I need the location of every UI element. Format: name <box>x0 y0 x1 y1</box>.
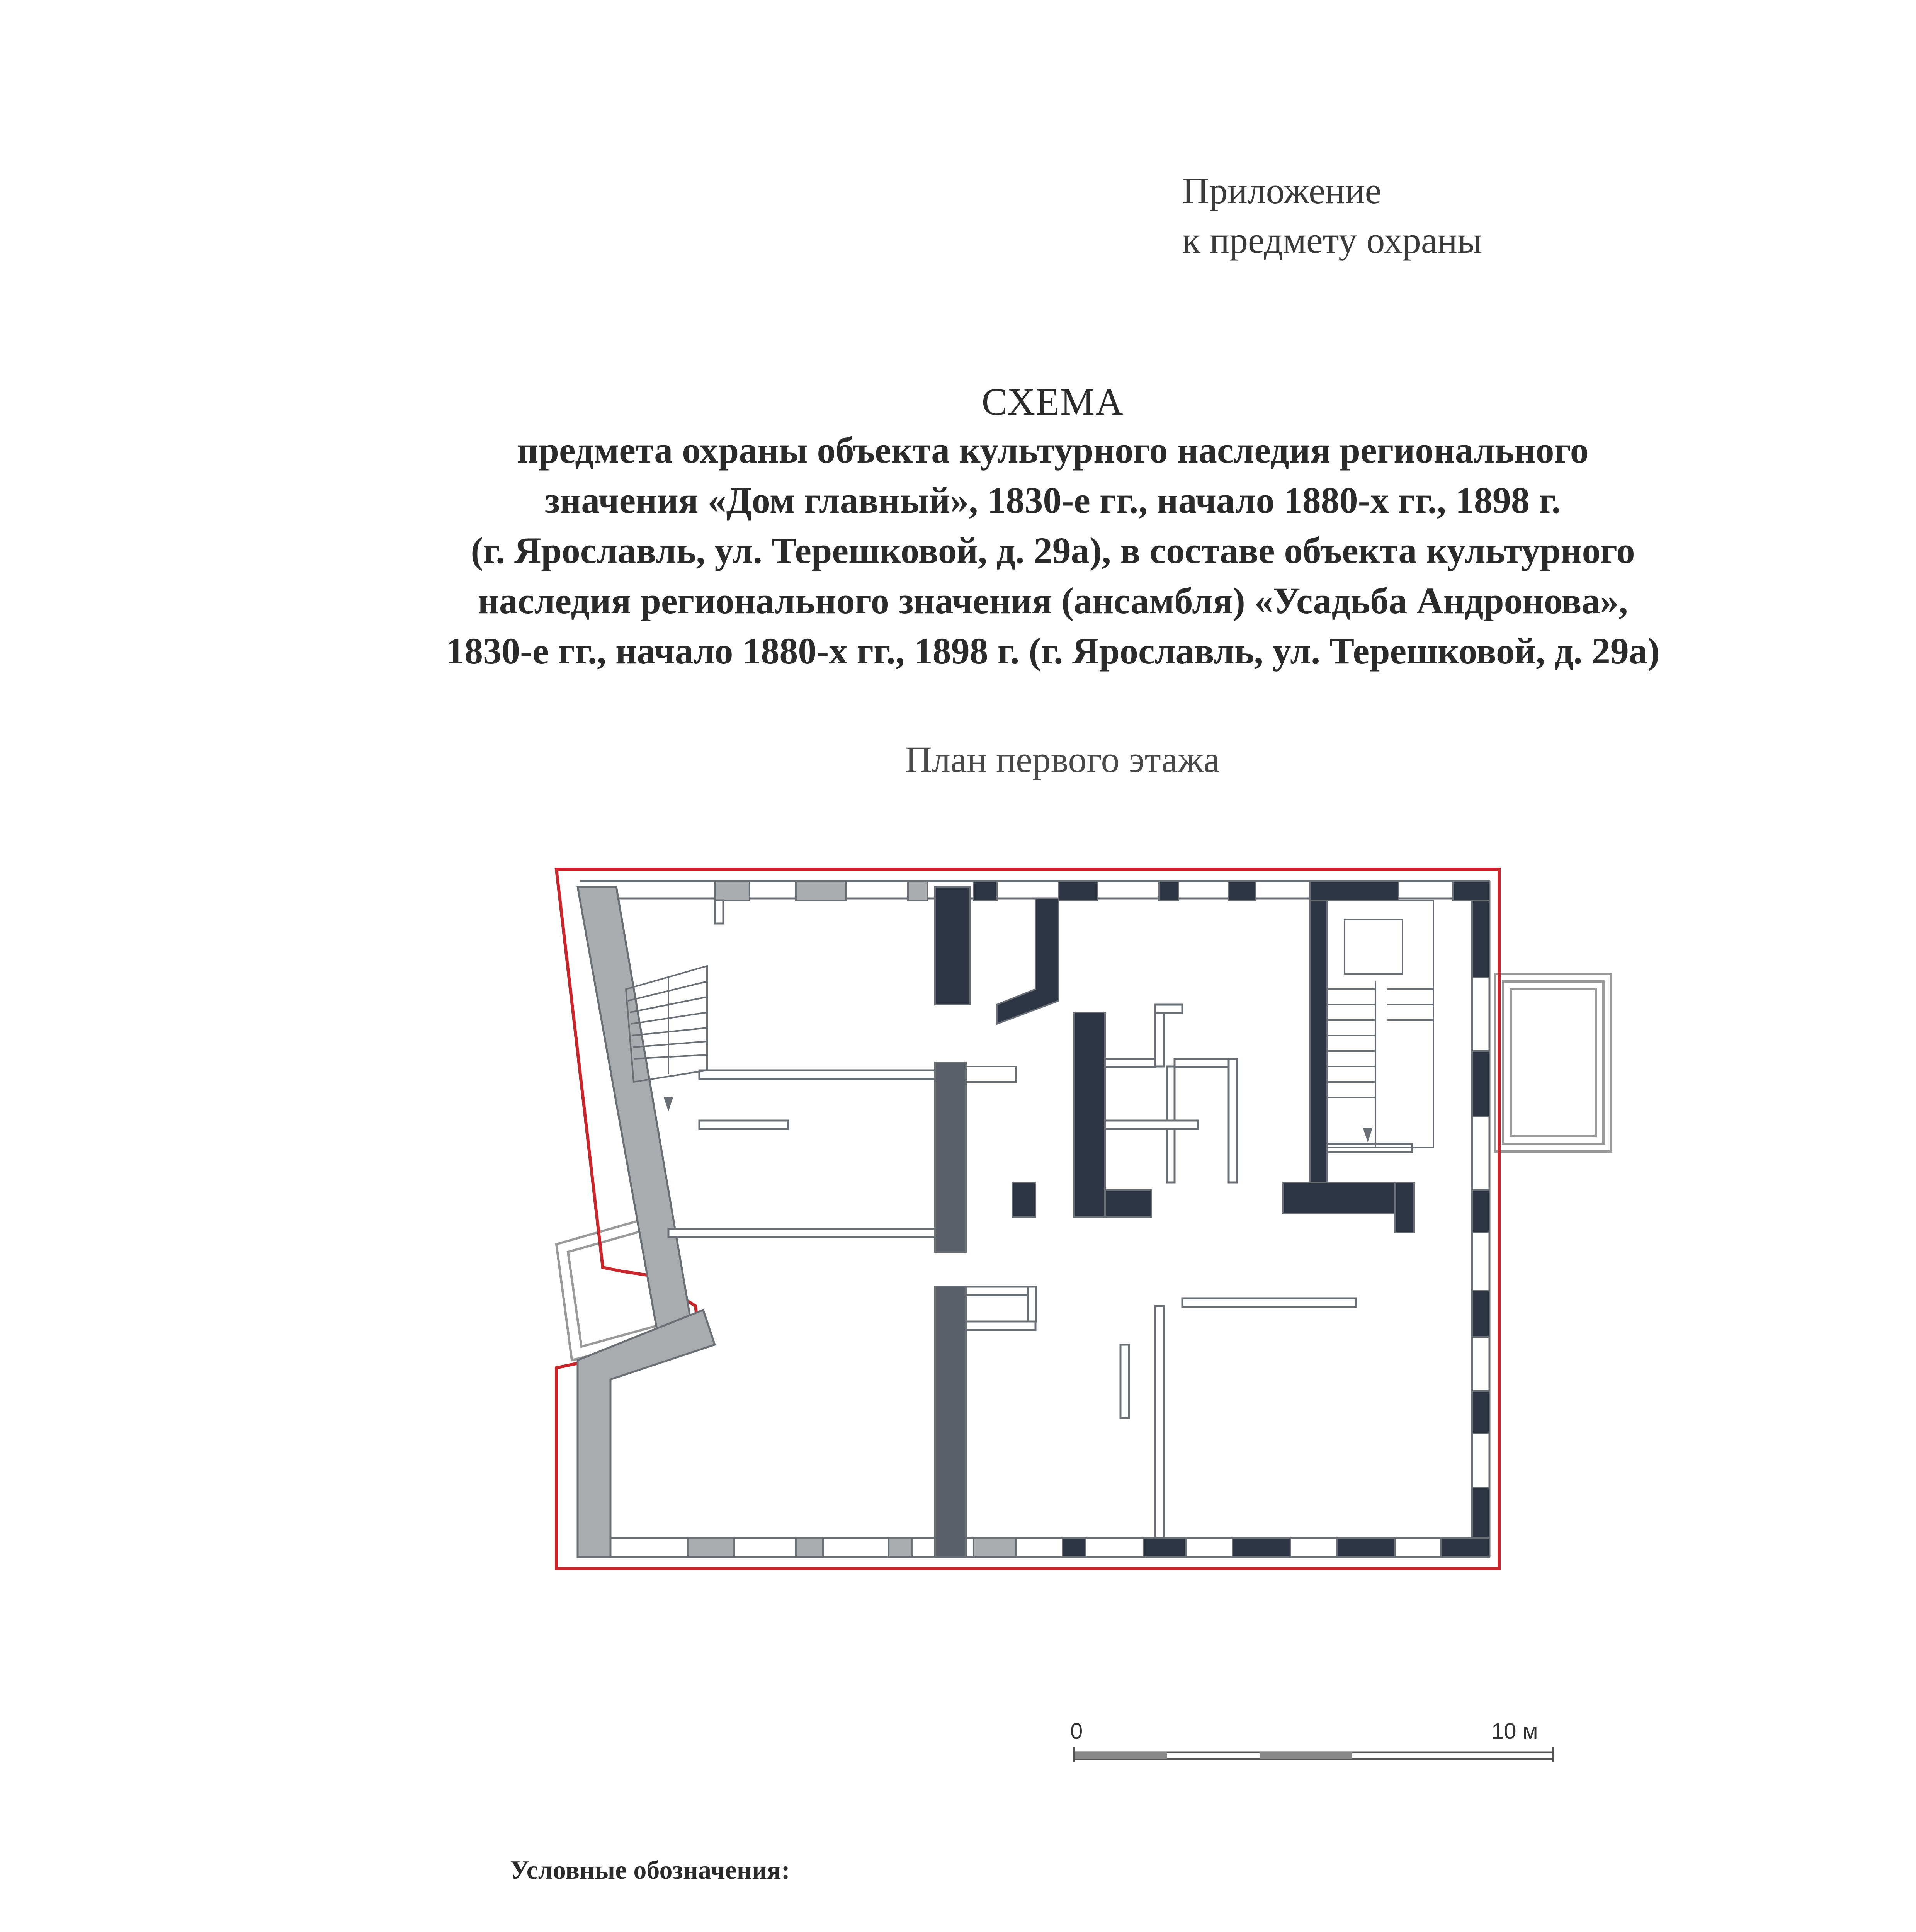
appendix-line-1: Приложение <box>1182 170 1382 211</box>
scale-start-label: 0 <box>1070 1719 1083 1744</box>
appendix-header <box>1182 166 1482 265</box>
title-line-2: значения «Дом главный», 1830-е гг., начало 1880-х гг., 1898 г. <box>545 480 1561 521</box>
title-line-5: 1830-е гг., начало 1880-х гг., 1898 г. (г. Ярославль, ул. Терешковой, д. 29а) <box>446 630 1660 672</box>
internal-walls <box>935 887 1414 1557</box>
porch-right <box>1495 974 1611 1151</box>
document-title <box>290 379 1816 676</box>
scale-end-label: 10 м <box>1491 1719 1538 1744</box>
floor-plan <box>541 842 1661 1584</box>
appendix-line-2: к предмету охраны <box>1182 219 1482 261</box>
outer-wall-lines <box>580 881 1489 1557</box>
scale-bar-graphic <box>1066 1716 1569 1770</box>
staircase-right <box>1327 900 1433 1148</box>
title-line-4: наследия регионального значения (ансамбля) «Усадьба Андронова», <box>478 580 1628 621</box>
plan-title: План первого этажа <box>905 739 1220 780</box>
right-wall-piers <box>1472 900 1489 1557</box>
title-line-1: предмета охраны объекта культурного наследия регионального <box>517 429 1589 471</box>
legend-title: Условные обозначения: <box>510 1855 790 1884</box>
title-main: СХЕМА <box>981 380 1124 423</box>
lower-left-wall-grey <box>578 1310 715 1557</box>
scale-bar <box>1066 1716 1569 1770</box>
left-wall-grey <box>578 887 692 1329</box>
bottom-wall-piers <box>688 1538 1489 1557</box>
title-line-3: (г. Ярославль, ул. Терешковой, д. 29а), в составе объекта культурного <box>471 530 1635 571</box>
